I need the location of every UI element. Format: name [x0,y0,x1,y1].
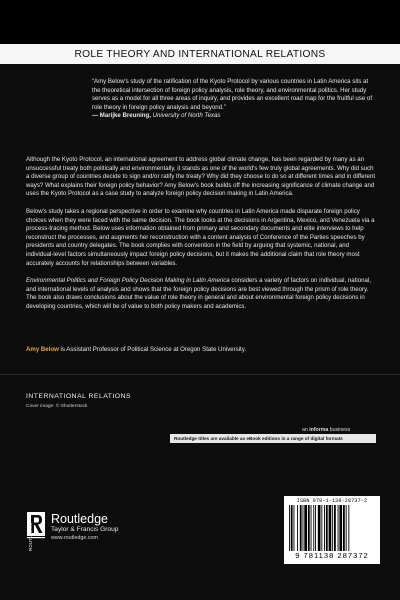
description-paragraph-2: Below's study takes a regional perspective in order to examine why countries in Latin America made disparate foreign policy choices when they were faced with the same decision. The book looks at the decisions in Argentina, Mexico, and Venezuela via a process-tracing method. Below uses information obtained from primary and secondary documents and elite interviews to help reconstruct the processes, and augments her reconstruction with a content analysis of Conference of the Parties speeches by presidents and country delegates. The book complies with convention in the field by arguing that systemic, national, and individual-level factors simultaneously impact foreign policy decisions, but it makes the additional claim that role theory most accurately accounts for relationships between variables. [26,207,375,267]
endorsement-quote: “Amy Below's study of the ratification of the Kyoto Protocol by various countries in Latin America sits at the theoretical intersection of foreign policy analysis, role theory, and environmental politics. Her study serves as a model for all three areas of inquiry, and provides an excellent road map for the fruitful use of role theory in foreign policy analysis and beyond.” [92,78,373,111]
book-title-italic: Environmental Politics and Foreign Policy Decision Making in Latin America [26,277,230,285]
author-name: Amy Below [26,346,59,353]
publisher-block [26,512,118,552]
informa-brand: informa [309,427,329,433]
description-paragraph-3-rest: considers a variety of factors on individual, national, and international levels of analysis and shows that the foreign policy decisions are best viewed through the prism of role theory. The book also draws conclusions about the value of role theory in general and about environmental foreign policy decisions in developing countries, which will be of value to both policy makers and academics. [26,277,371,310]
subject-category: INTERNATIONAL RELATIONS [26,393,132,400]
series-title: ROLE THEORY AND INTERNATIONAL RELATIONS [74,48,326,60]
svg-text:ROUTLEDGE: ROUTLEDGE [28,522,33,551]
informa-business-line [302,427,350,433]
author-bio-text: is Assistant Professor of Political Science at Oregon State University. [58,346,247,353]
description-paragraph-1: Although the Kyoto Protocol, an international agreement to address global climate change, has been regarded by many as an unsuccessful treaty both politically and environmentally, it stands as one of the world's few truly global agreements. Why did such a diverse group of countries decide to sign and/or ratify the treaty? Why did they choose to do so at different times and in different ways? What explains their foreign policy behavior? Amy Below's book builds off the increasing significance of climate change and uses the Kyoto Protocol as a case study to analyze foreign policy decision making in Latin America. [26,156,376,198]
divider [0,374,400,375]
publisher-group: Taylor & Francis Group [51,526,119,533]
series-title-band [0,44,400,64]
endorsement-affiliation: University of North Texas [152,112,221,120]
informa-prefix: an [302,427,310,433]
routledge-r-logo-icon [26,512,46,552]
ebook-availability-note: Routledge titles are available as eBook editions in a range of digital formats [170,434,376,443]
description-paragraph-3 [26,277,376,311]
endorsement-attribution: — Marijke Breuning, [92,112,151,120]
top-black-strip [0,0,400,44]
publisher-url[interactable]: www.routledge.com [51,535,99,541]
barcode-digits: 9 781138 287372 [295,551,369,560]
isbn-label: ISBN 978-1-138-28737-2 [296,498,368,504]
barcode-bars-icon [289,505,375,551]
cover-image-credit: Cover image: © Shutterstock [26,404,88,409]
isbn-barcode [284,496,380,564]
description-body [26,156,376,321]
endorsement-block [92,78,376,121]
publisher-name: Routledge [51,512,108,526]
author-bio [26,346,376,355]
informa-suffix: business [328,427,351,433]
